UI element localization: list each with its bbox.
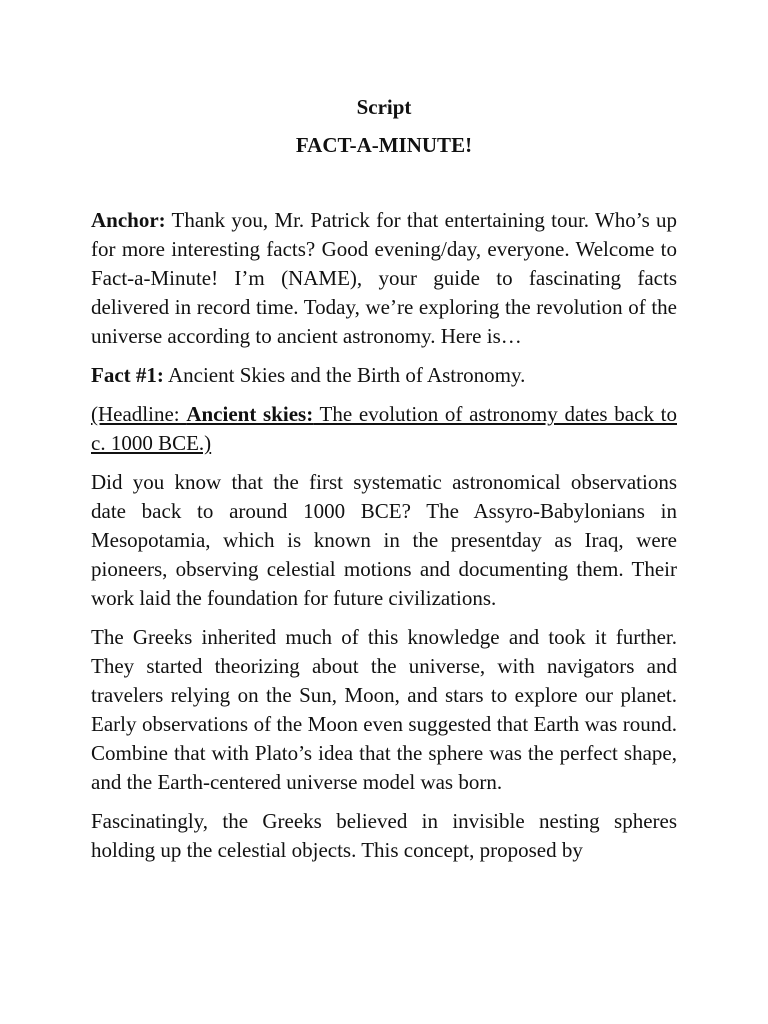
body-paragraph-1: Did you know that the first systematic astronomical observations date back to around 1000 BCE? The Assyro-Babylonians in Mesopotamia, which is known in the presentday as Iraq, were pioneers, observing celestial motions and documenting them. Their work laid the foundation for future civilizations. [91,470,677,610]
document-subtitle: FACT-A-MINUTE! [295,133,473,157]
headline-open: (Headline: [91,402,187,426]
anchor-paragraph [91,206,677,351]
title-spacer [91,162,677,206]
fact-1-label: Fact #1: [91,363,164,387]
document-page [91,90,677,875]
fact-1-heading [91,361,677,390]
anchor-text: Thank you, Mr. Patrick for that entertaining tour. Who’s up for more interesting facts? Good evening/day, everyone. Welcome to Fact-a-Minute! I’m (NAME), your guide to fascinating facts delivered in record time. Today, we’re exploring the revolution of the universe according to ancient astronomy. Here is… [91,208,677,348]
headline-rest: The evolution of astronomy dates back to c. 1000 BCE.) [91,402,677,455]
anchor-label: Anchor: [91,208,166,232]
fact-1-text: Ancient Skies and the Birth of Astronomy. [163,363,526,387]
document-title: Script [356,95,412,119]
headline-paragraph [91,400,677,458]
body-paragraph-3: Fascinatingly, the Greeks believed in invisible nesting spheres holding up the celestial objects. This concept, proposed by [91,809,677,862]
headline-bold: Ancient skies: [186,402,314,426]
body-paragraph-2: The Greeks inherited much of this knowledge and took it further. They started theorizing about the universe, with navigators and travelers relying on the Sun, Moon, and stars to explore our planet. Early observations of the Moon even suggested that Earth was round. Combine that with Plato’s idea that the sphere was the perfect shape, and the Earth-centered universe model was born. [91,625,677,794]
